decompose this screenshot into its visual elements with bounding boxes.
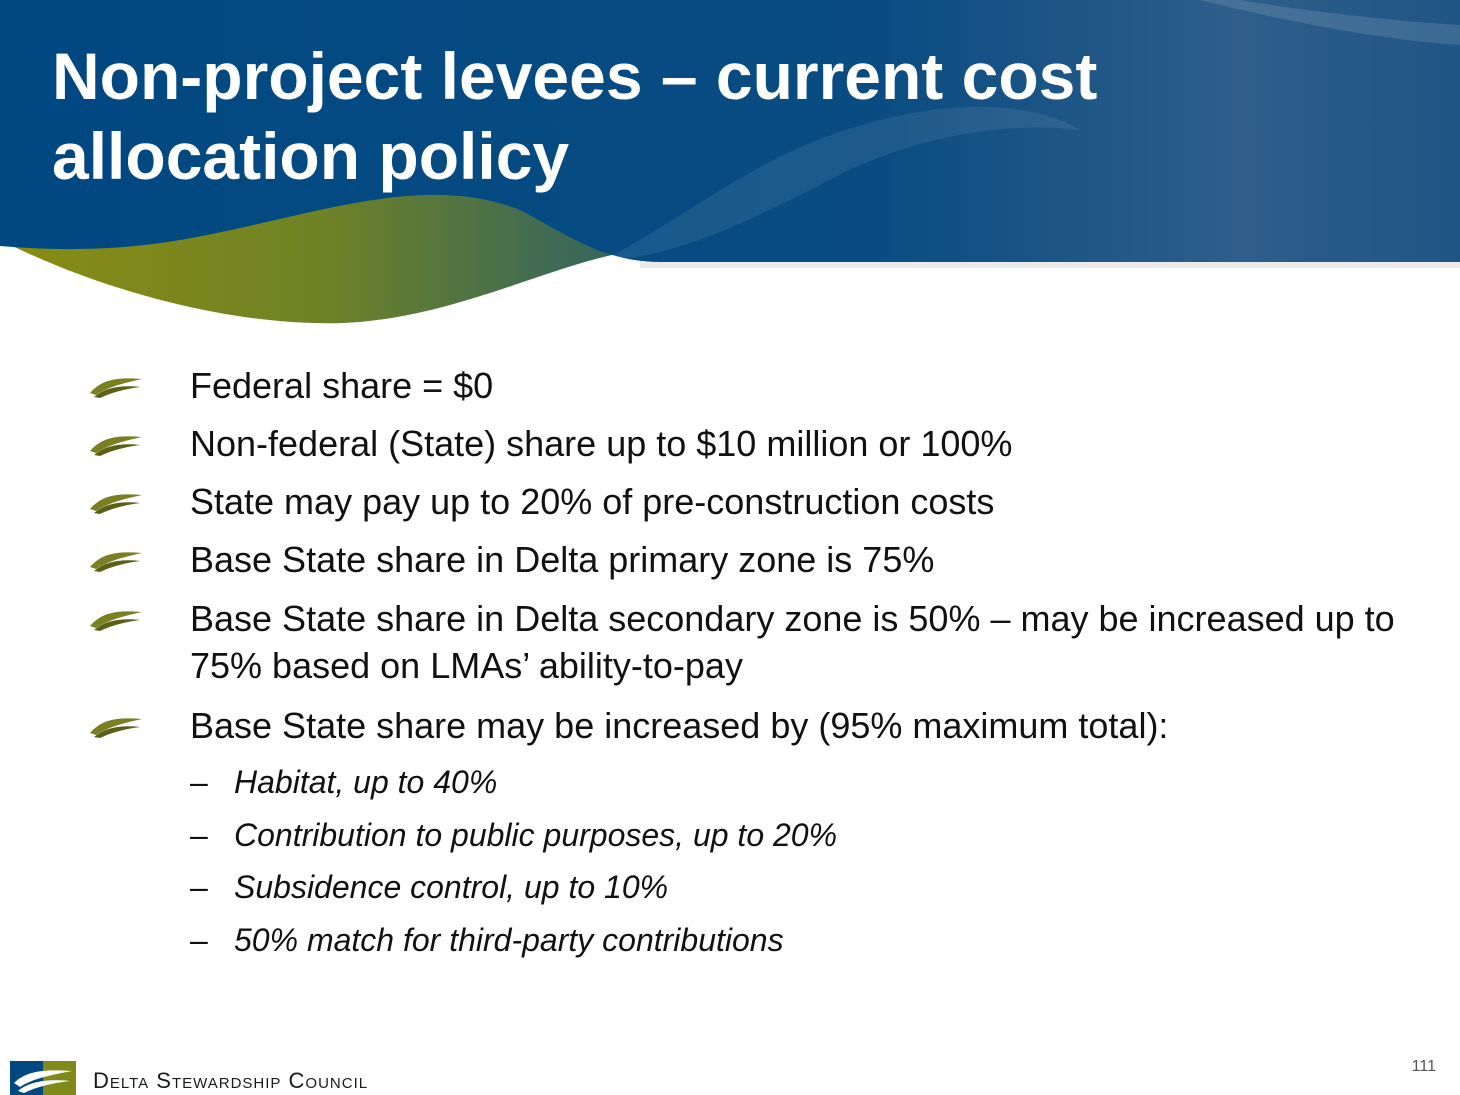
sub-bullet-text: 50% match for third-party contributions <box>234 922 784 958</box>
bullet-item-3: State may pay up to 20% of pre-construction costs <box>190 481 995 522</box>
sub-bullet-text: Habitat, up to 40% <box>234 764 498 800</box>
sub-bullet-dash: – <box>190 764 208 800</box>
wave-swoosh-icon <box>88 547 144 573</box>
wave-swoosh-icon <box>88 431 144 457</box>
sub-bullet-dash: – <box>190 817 208 853</box>
bullet-item-6: Base State share may be increased by (95% maximum total): <box>190 705 1169 746</box>
wave-swoosh-icon <box>88 373 144 399</box>
wave-swoosh-icon <box>88 606 144 632</box>
slide-title-line-2: allocation policy <box>52 119 570 193</box>
sub-bullet-text: Subsidence control, up to 10% <box>234 869 669 905</box>
slide-title-line-1: Non-project levees – current cost <box>52 39 1098 113</box>
delta-stewardship-council-logo <box>10 1061 76 1095</box>
organization-name: Delta Stewardship Council <box>93 1068 369 1093</box>
wave-swoosh-icon <box>88 713 144 739</box>
bullet-item-5: Base State share in Delta secondary zone is 50% – may be increased up to 75% based on LMAs’ ability-to-pay <box>190 598 1395 686</box>
sub-bullet-dash: – <box>190 869 208 905</box>
bullet-item-4: Base State share in Delta primary zone is 75% <box>190 539 935 580</box>
bullet-item-1: Federal share = $0 <box>190 365 494 406</box>
wave-swoosh-icon <box>88 489 144 515</box>
sub-bullet-text: Contribution to public purposes, up to 20% <box>234 817 838 853</box>
sub-bullet-dash: – <box>190 922 208 958</box>
page-number: 111 <box>1411 1058 1436 1075</box>
bullet-item-2: Non-federal (State) share up to $10 million or 100% <box>190 423 1013 464</box>
